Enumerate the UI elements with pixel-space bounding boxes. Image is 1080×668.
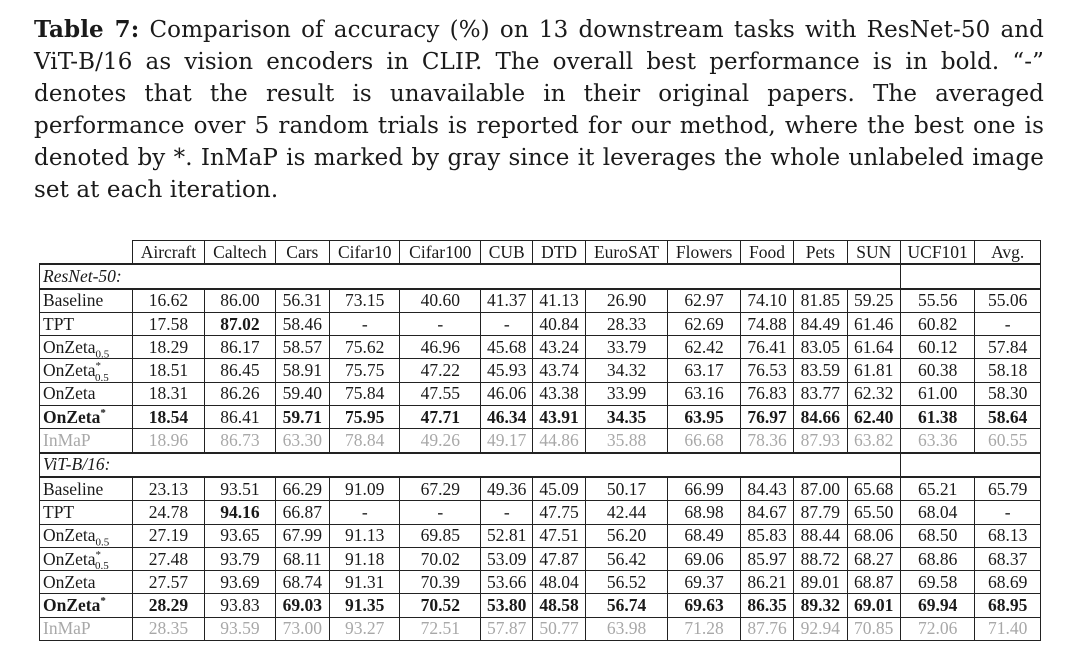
column-header: SUN xyxy=(847,241,900,265)
table-cell: 67.99 xyxy=(275,524,329,547)
table-cell: 28.35 xyxy=(132,617,205,640)
table-cell: 23.13 xyxy=(132,477,205,501)
method-cell xyxy=(40,477,133,501)
section-label: ViT-B/16: xyxy=(40,453,133,477)
table-cell: 70.02 xyxy=(400,547,481,570)
method-name: OnZeta xyxy=(43,595,101,616)
section-spacer xyxy=(132,453,900,477)
table-cell: 61.00 xyxy=(900,382,975,405)
table-cell: 56.42 xyxy=(585,547,668,570)
table-cell: 93.69 xyxy=(205,571,275,594)
method-superscript: * xyxy=(100,406,106,419)
table-cell: 68.37 xyxy=(975,547,1041,570)
column-header: DTD xyxy=(533,241,585,265)
table-cell: 68.74 xyxy=(275,571,329,594)
table-row xyxy=(40,406,1041,429)
table-cell: 75.62 xyxy=(330,336,400,359)
table-row xyxy=(40,429,1041,453)
table-cell: 69.01 xyxy=(847,594,900,617)
method-name: TPT xyxy=(43,313,75,334)
method-cell xyxy=(40,524,133,547)
table-cell: 63.36 xyxy=(900,429,975,453)
table-cell: - xyxy=(975,501,1041,524)
table-cell: 68.13 xyxy=(975,524,1041,547)
table-cell: 24.78 xyxy=(132,501,205,524)
method-cell xyxy=(40,547,133,570)
table-cell: 93.27 xyxy=(330,617,400,640)
table-cell: - xyxy=(481,501,533,524)
caption-text: Comparison of accuracy (%) on 13 downstream tasks with ResNet-50 and ViT-B/16 as vision encoders in CLIP. The overall best performance is in bold. “-” denotes that the result is unavailable in their original papers. The averaged performance over 5 random trials is reported for our method, where the best one is denoted by *. InMaP is marked by gray since it leverages the whole unlabeled image set at each iteration. xyxy=(34,17,1044,203)
table-cell: 83.05 xyxy=(794,336,847,359)
table-cell: - xyxy=(330,312,400,335)
table-row xyxy=(40,524,1041,547)
table-cell: 68.06 xyxy=(847,524,900,547)
table-cell: 91.35 xyxy=(330,594,400,617)
table-row xyxy=(40,547,1041,570)
table-cell: 74.88 xyxy=(740,312,793,335)
table-cell: 40.60 xyxy=(400,289,481,313)
table-row xyxy=(40,359,1041,382)
method-cell xyxy=(40,571,133,594)
table-cell: 69.85 xyxy=(400,524,481,547)
table-header-row xyxy=(40,241,1041,265)
section-row xyxy=(40,453,1041,477)
method-name: OnZeta xyxy=(43,525,96,546)
table-cell: 27.48 xyxy=(132,547,205,570)
table-cell: 58.46 xyxy=(275,312,329,335)
method-cell xyxy=(40,617,133,640)
table-cell: 42.44 xyxy=(585,501,668,524)
method-name: InMaP xyxy=(43,430,91,451)
table-cell: 86.17 xyxy=(205,336,275,359)
method-superscript: * xyxy=(100,595,106,608)
table-cell: 69.94 xyxy=(900,594,975,617)
table-cell: 68.98 xyxy=(668,501,741,524)
table-cell: 56.74 xyxy=(585,594,668,617)
table-cell: 81.85 xyxy=(794,289,847,313)
table-cell: 89.32 xyxy=(794,594,847,617)
section-spacer xyxy=(900,453,1040,477)
table-cell: 49.26 xyxy=(400,429,481,453)
table-cell: 78.84 xyxy=(330,429,400,453)
table-cell: 69.03 xyxy=(275,594,329,617)
table-row xyxy=(40,571,1041,594)
table-cell: 61.38 xyxy=(900,406,975,429)
table-caption xyxy=(34,14,1044,206)
table-cell: 50.17 xyxy=(585,477,668,501)
table-cell: 68.95 xyxy=(975,594,1041,617)
table-cell: 18.96 xyxy=(132,429,205,453)
table-cell: 56.31 xyxy=(275,289,329,313)
table-cell: 41.37 xyxy=(481,289,533,313)
table-cell: 28.33 xyxy=(585,312,668,335)
table-cell: 70.52 xyxy=(400,594,481,617)
table-cell: 93.59 xyxy=(205,617,275,640)
table-cell: 47.22 xyxy=(400,359,481,382)
table-cell: 91.13 xyxy=(330,524,400,547)
table-cell: 65.79 xyxy=(975,477,1041,501)
table-cell: 70.39 xyxy=(400,571,481,594)
table-cell: 49.17 xyxy=(481,429,533,453)
method-name: OnZeta xyxy=(43,383,96,404)
column-header: Cifar10 xyxy=(330,241,400,265)
section-label: ResNet-50: xyxy=(40,264,133,288)
table-cell: 65.50 xyxy=(847,501,900,524)
table-cell: 63.16 xyxy=(668,382,741,405)
table-cell: 75.95 xyxy=(330,406,400,429)
table-cell: 93.79 xyxy=(205,547,275,570)
table-cell: 61.46 xyxy=(847,312,900,335)
table-cell: 52.81 xyxy=(481,524,533,547)
table-row xyxy=(40,617,1041,640)
table-cell: 66.99 xyxy=(668,477,741,501)
table-cell: 47.71 xyxy=(400,406,481,429)
table-row xyxy=(40,594,1041,617)
table-cell: - xyxy=(481,312,533,335)
table-row xyxy=(40,289,1041,313)
table-cell: 16.62 xyxy=(132,289,205,313)
table-cell: 34.35 xyxy=(585,406,668,429)
table-cell: 87.00 xyxy=(794,477,847,501)
method-superscript: * xyxy=(95,360,101,373)
table-cell: 76.41 xyxy=(740,336,793,359)
table-cell: 74.10 xyxy=(740,289,793,313)
column-header: Aircraft xyxy=(132,241,205,265)
table-cell: 86.00 xyxy=(205,289,275,313)
table-cell: 68.04 xyxy=(900,501,975,524)
table-cell: 47.75 xyxy=(533,501,585,524)
table-cell: 68.87 xyxy=(847,571,900,594)
table-cell: 18.31 xyxy=(132,382,205,405)
table-cell: - xyxy=(400,501,481,524)
table-cell: 93.51 xyxy=(205,477,275,501)
table-cell: 33.79 xyxy=(585,336,668,359)
column-header: Flowers xyxy=(668,241,741,265)
table-cell: 57.87 xyxy=(481,617,533,640)
method-name: OnZeta xyxy=(43,336,96,357)
column-header: Cifar100 xyxy=(400,241,481,265)
table-cell: 62.32 xyxy=(847,382,900,405)
table-cell: 66.68 xyxy=(668,429,741,453)
table-cell: 53.09 xyxy=(481,547,533,570)
table-cell: 43.74 xyxy=(533,359,585,382)
table-row xyxy=(40,477,1041,501)
table-cell: 34.32 xyxy=(585,359,668,382)
table-cell: 84.49 xyxy=(794,312,847,335)
table-cell: 58.64 xyxy=(975,406,1041,429)
table-cell: 60.55 xyxy=(975,429,1041,453)
table-cell: 18.54 xyxy=(132,406,205,429)
table-cell: - xyxy=(975,312,1041,335)
table-cell: 53.80 xyxy=(481,594,533,617)
table-cell: 87.79 xyxy=(794,501,847,524)
table-cell: 88.44 xyxy=(794,524,847,547)
table-cell: 93.83 xyxy=(205,594,275,617)
table-cell: 49.36 xyxy=(481,477,533,501)
table-cell: 60.82 xyxy=(900,312,975,335)
method-cell xyxy=(40,312,133,335)
column-header: Caltech xyxy=(205,241,275,265)
table-cell: 43.91 xyxy=(533,406,585,429)
table-cell: 87.93 xyxy=(794,429,847,453)
table-cell: 65.68 xyxy=(847,477,900,501)
table-cell: 86.21 xyxy=(740,571,793,594)
table-cell: 86.73 xyxy=(205,429,275,453)
table-cell: 53.66 xyxy=(481,571,533,594)
table-row xyxy=(40,501,1041,524)
table-cell: 47.55 xyxy=(400,382,481,405)
table-cell: 88.72 xyxy=(794,547,847,570)
table-row xyxy=(40,382,1041,405)
method-subscript: 0.5 xyxy=(94,560,109,571)
table-cell: 66.87 xyxy=(275,501,329,524)
table-cell: 59.25 xyxy=(847,289,900,313)
method-cell xyxy=(40,594,133,617)
table-cell: 33.99 xyxy=(585,382,668,405)
results-table-container xyxy=(39,240,1041,641)
table-cell: 83.59 xyxy=(794,359,847,382)
method-cell xyxy=(40,501,133,524)
table-cell: 45.68 xyxy=(481,336,533,359)
results-table xyxy=(39,240,1041,641)
table-cell: 40.84 xyxy=(533,312,585,335)
table-cell: 17.58 xyxy=(132,312,205,335)
table-cell: 69.06 xyxy=(668,547,741,570)
table-cell: 57.84 xyxy=(975,336,1041,359)
table-cell: 50.77 xyxy=(533,617,585,640)
table-cell: 72.51 xyxy=(400,617,481,640)
section-spacer xyxy=(900,264,1040,288)
table-cell: 26.90 xyxy=(585,289,668,313)
table-cell: 45.09 xyxy=(533,477,585,501)
table-cell: 62.42 xyxy=(668,336,741,359)
method-cell xyxy=(40,359,133,382)
method-name: OnZeta xyxy=(43,360,96,381)
method-name: InMaP xyxy=(43,618,91,639)
table-cell: 43.24 xyxy=(533,336,585,359)
table-cell: 59.40 xyxy=(275,382,329,405)
table-cell: 68.27 xyxy=(847,547,900,570)
table-cell: 65.21 xyxy=(900,477,975,501)
table-cell: 91.31 xyxy=(330,571,400,594)
method-subscript: 0.5 xyxy=(94,371,109,383)
table-cell: 84.43 xyxy=(740,477,793,501)
table-cell: 86.26 xyxy=(205,382,275,405)
column-header: Avg. xyxy=(975,241,1041,265)
table-cell: 58.57 xyxy=(275,336,329,359)
caption-label: Table 7: xyxy=(34,16,140,43)
table-cell: 71.28 xyxy=(668,617,741,640)
table-cell: 48.04 xyxy=(533,571,585,594)
table-cell: 46.96 xyxy=(400,336,481,359)
table-cell: 63.82 xyxy=(847,429,900,453)
table-cell: 63.95 xyxy=(668,406,741,429)
method-cell xyxy=(40,382,133,405)
column-header: EuroSAT xyxy=(585,241,668,265)
table-cell: 69.37 xyxy=(668,571,741,594)
table-cell: 63.30 xyxy=(275,429,329,453)
column-header: Pets xyxy=(794,241,847,265)
table-cell: 71.40 xyxy=(975,617,1041,640)
table-cell: 35.88 xyxy=(585,429,668,453)
table-cell: 66.29 xyxy=(275,477,329,501)
table-cell: 58.91 xyxy=(275,359,329,382)
table-cell: 63.17 xyxy=(668,359,741,382)
table-cell: 62.97 xyxy=(668,289,741,313)
header-corner xyxy=(40,241,133,265)
table-cell: 47.51 xyxy=(533,524,585,547)
table-cell: 63.98 xyxy=(585,617,668,640)
table-cell: 62.69 xyxy=(668,312,741,335)
table-cell: 41.13 xyxy=(533,289,585,313)
table-cell: 92.94 xyxy=(794,617,847,640)
column-header: Food xyxy=(740,241,793,265)
table-cell: 93.65 xyxy=(205,524,275,547)
table-cell: 27.19 xyxy=(132,524,205,547)
table-cell: 61.81 xyxy=(847,359,900,382)
method-subscript: 0.5 xyxy=(95,536,110,548)
table-cell: 43.38 xyxy=(533,382,585,405)
method-name: OnZeta xyxy=(43,571,96,592)
table-cell: 69.63 xyxy=(668,594,741,617)
table-cell: 67.29 xyxy=(400,477,481,501)
table-cell: 84.66 xyxy=(794,406,847,429)
table-cell: 28.29 xyxy=(132,594,205,617)
method-name: Baseline xyxy=(43,290,104,311)
table-row xyxy=(40,312,1041,335)
table-cell: 86.45 xyxy=(205,359,275,382)
table-cell: - xyxy=(330,501,400,524)
table-cell: 18.29 xyxy=(132,336,205,359)
method-name: Baseline xyxy=(43,478,104,499)
table-cell: 83.77 xyxy=(794,382,847,405)
table-cell: 72.06 xyxy=(900,617,975,640)
table-cell: 85.83 xyxy=(740,524,793,547)
table-cell: 94.16 xyxy=(205,501,275,524)
section-spacer xyxy=(132,264,900,288)
table-cell: 75.84 xyxy=(330,382,400,405)
table-cell: 68.50 xyxy=(900,524,975,547)
table-cell: 60.38 xyxy=(900,359,975,382)
table-cell: 48.58 xyxy=(533,594,585,617)
section-row xyxy=(40,264,1041,288)
method-name: OnZeta xyxy=(43,548,96,569)
table-cell: 91.18 xyxy=(330,547,400,570)
table-cell: 46.06 xyxy=(481,382,533,405)
table-cell: 44.86 xyxy=(533,429,585,453)
table-cell: 56.20 xyxy=(585,524,668,547)
table-cell: 73.15 xyxy=(330,289,400,313)
table-cell: 87.76 xyxy=(740,617,793,640)
table-cell: 69.58 xyxy=(900,571,975,594)
table-row xyxy=(40,336,1041,359)
table-cell: 76.53 xyxy=(740,359,793,382)
table-cell: 59.71 xyxy=(275,406,329,429)
table-cell: 86.41 xyxy=(205,406,275,429)
table-cell: 47.87 xyxy=(533,547,585,570)
table-cell: 61.64 xyxy=(847,336,900,359)
table-cell: 68.86 xyxy=(900,547,975,570)
table-cell: 45.93 xyxy=(481,359,533,382)
table-cell: 86.35 xyxy=(740,594,793,617)
method-subscript: 0.5 xyxy=(95,348,110,359)
method-superscript: * xyxy=(95,548,101,561)
method-cell xyxy=(40,336,133,359)
method-cell xyxy=(40,429,133,453)
table-cell: 70.85 xyxy=(847,617,900,640)
table-cell: 60.12 xyxy=(900,336,975,359)
column-header: UCF101 xyxy=(900,241,975,265)
table-cell: 68.11 xyxy=(275,547,329,570)
table-body xyxy=(40,264,1041,640)
method-cell xyxy=(40,406,133,429)
table-cell: 46.34 xyxy=(481,406,533,429)
table-cell: 75.75 xyxy=(330,359,400,382)
table-cell: 27.57 xyxy=(132,571,205,594)
table-cell: 76.83 xyxy=(740,382,793,405)
table-cell: 76.97 xyxy=(740,406,793,429)
table-cell: 58.30 xyxy=(975,382,1041,405)
column-header: Cars xyxy=(275,241,329,265)
table-cell: 73.00 xyxy=(275,617,329,640)
method-name: TPT xyxy=(43,501,75,522)
table-cell: 84.67 xyxy=(740,501,793,524)
method-cell xyxy=(40,289,133,313)
table-cell: 85.97 xyxy=(740,547,793,570)
table-cell: 89.01 xyxy=(794,571,847,594)
table-cell: 58.18 xyxy=(975,359,1041,382)
table-cell: - xyxy=(400,312,481,335)
table-cell: 78.36 xyxy=(740,429,793,453)
table-cell: 56.52 xyxy=(585,571,668,594)
table-cell: 91.09 xyxy=(330,477,400,501)
column-header: CUB xyxy=(481,241,533,265)
table-cell: 87.02 xyxy=(205,312,275,335)
table-cell: 18.51 xyxy=(132,359,205,382)
table-cell: 62.40 xyxy=(847,406,900,429)
method-name: OnZeta xyxy=(43,406,101,427)
table-cell: 55.06 xyxy=(975,289,1041,313)
table-cell: 68.69 xyxy=(975,571,1041,594)
table-cell: 68.49 xyxy=(668,524,741,547)
table-cell: 55.56 xyxy=(900,289,975,313)
